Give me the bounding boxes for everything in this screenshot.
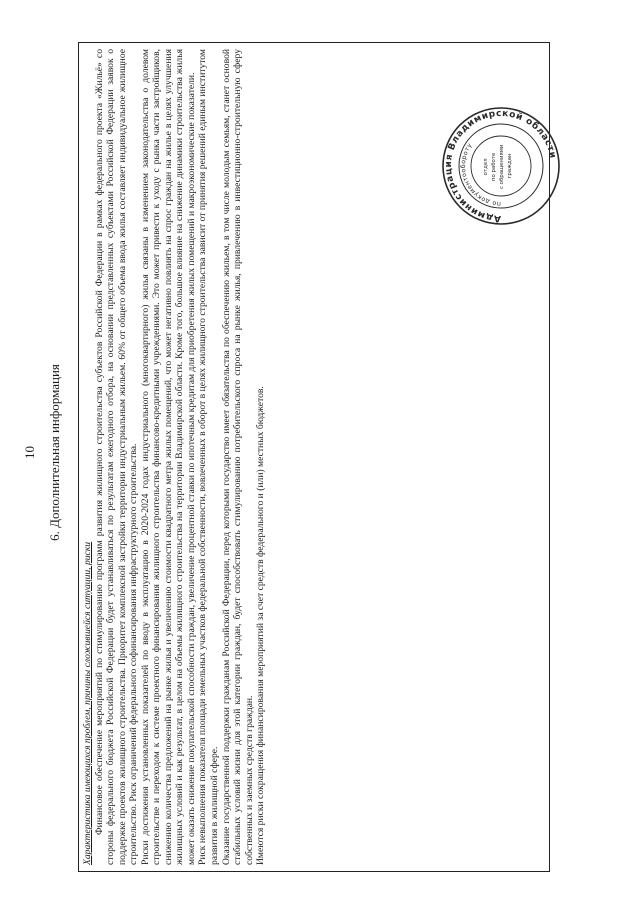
stamp-inner-text: по документообороту [459,141,502,208]
paragraph-risks-housing: Риски достижения установленных показателей по вводу в эксплуатацию в 2020-2024 годах индустриального (многоквартирного) жилья связаны в изменением законодательства о долевом строительстве и переходом к системе проектного финансирования жилищного строительства финансово-кредитными учреждениями. Это может привести к уходу с рынка части застройщиков, снижению количества предложений на рынке жилья и увеличению стоимости квадратного метра жилых помещений, что может негативно повлиять на спрос граждан на жилье в целях улучшения жилищных условий и как результат, в целом на объемы жилищного строительства на территории Владимирской области. Кроме того, большое влияние на снижение динамики строительства жилья может оказать снижение покупательской способности граждан, увеличение процентной ставки по ипотечным кредитам для приобретения жилых помещений и макроэкономические показатели. [139,49,197,865]
paragraph-state-support: Оказание государственной поддержки гражданам Российской Федерации, перед которыми государство имеет обязательства по обеспечению жильем, в том числе молодым семьям, станет основой стабильных условий жизни для этой категории граждан, будет способствовать стимулированию потребительского спроса на рынке жилья, привлечению в инвестиционно-строительную сферу собственных и заемных средств граждан. [220,49,255,865]
paragraph-budget-risk: Имеются риски сокращения финансирования мероприятий за счет средств федерального и (или) местных бюджетов. [255,386,267,865]
paragraph-risk-land: Риск невыполнения показателя площади земельных участков федеральной собственности, вовлеченных в оборот в целях жилищного строительства зависит от принятия решений единым институтом развития в жилищной сфере. [197,49,221,865]
stamp-outer-text: Администрация Владимирской области [443,108,558,224]
official-stamp-icon [440,105,562,227]
paragraph-financing: Финансовое обеспечение мероприятий по стимулированию программ развития жилищного строительства субъектов Российской Федерации в рамках федерального проекта «Жильё» со стороны федерального бюджета Российской Федерации будет устанавливаться по результатам ежегодного отбора, на основании представленных субъектами Российской Федерации заявок о поддержке проектов жилищного строительства. Приоритет комплексной застройки территории индустриальным жильем. 60% от общего объема ввода жилья составляет индивидуальное жилищное строительство. Риск ограничений федерального софинансирования инфраструктурного строительства. [93,49,140,865]
stamp-center-line-3: с обращениями [499,144,505,189]
section-title: 6. Дополнительная информация [47,364,62,541]
stamp-center-line-2: по работе [491,152,497,182]
page-number: 10 [22,446,37,459]
svg-text:отдел по работе с [483,143,513,189]
stamp-center-line-1: отдел [483,158,489,176]
box-heading: Характеристика имеющихся проблем, причины сложившейся ситуации, риски [82,541,93,865]
stamp-center-line-4: граждан [507,153,513,179]
